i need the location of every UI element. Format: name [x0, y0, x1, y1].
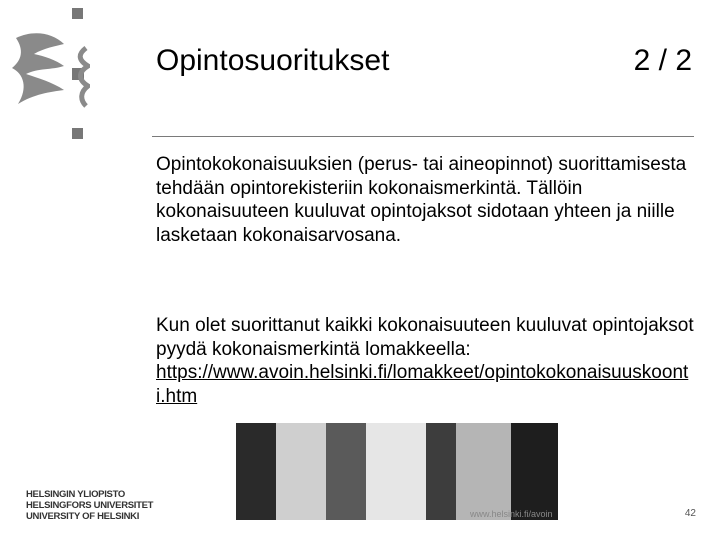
students-photo: [236, 423, 558, 520]
university-name-sv: HELSINGFORS UNIVERSITET: [26, 500, 154, 511]
form-link[interactable]: https://www.avoin.helsinki.fi/lomakkeet/opintokokonaisuuskoonti.htm: [156, 362, 689, 407]
university-name-fi: HELSINGIN YLIOPISTO: [26, 489, 125, 500]
university-name-en: UNIVERSITY OF HELSINKI: [26, 511, 140, 522]
slide-title: Opintosuoritukset: [156, 44, 390, 77]
request-form-text: Kun olet suorittanut kaikki kokonaisuuteen kuuluvat opintojaksot pyydä kokonaismerkintä lomakkeella:: [156, 315, 694, 360]
photo-caption: www.helsinki.fi/avoin: [470, 509, 553, 519]
slide-number: 42: [684, 508, 696, 519]
title-divider: [152, 136, 694, 137]
paragraph-request-form: [156, 314, 696, 408]
page-indicator: 2 / 2: [633, 44, 692, 77]
university-logo-icon: [8, 8, 90, 140]
university-name: [26, 489, 153, 522]
paragraph-composite-record: Opintokokonaisuuksien (perus- tai aineopinnot) suorittamisesta tehdään opintorekisteriin kokonaismerkintä. Tällöin kokonaisuuteen kuuluvat opintojaksot sidotaan yhteen ja niille lasketaan kokonaisarvosana.: [156, 154, 687, 246]
